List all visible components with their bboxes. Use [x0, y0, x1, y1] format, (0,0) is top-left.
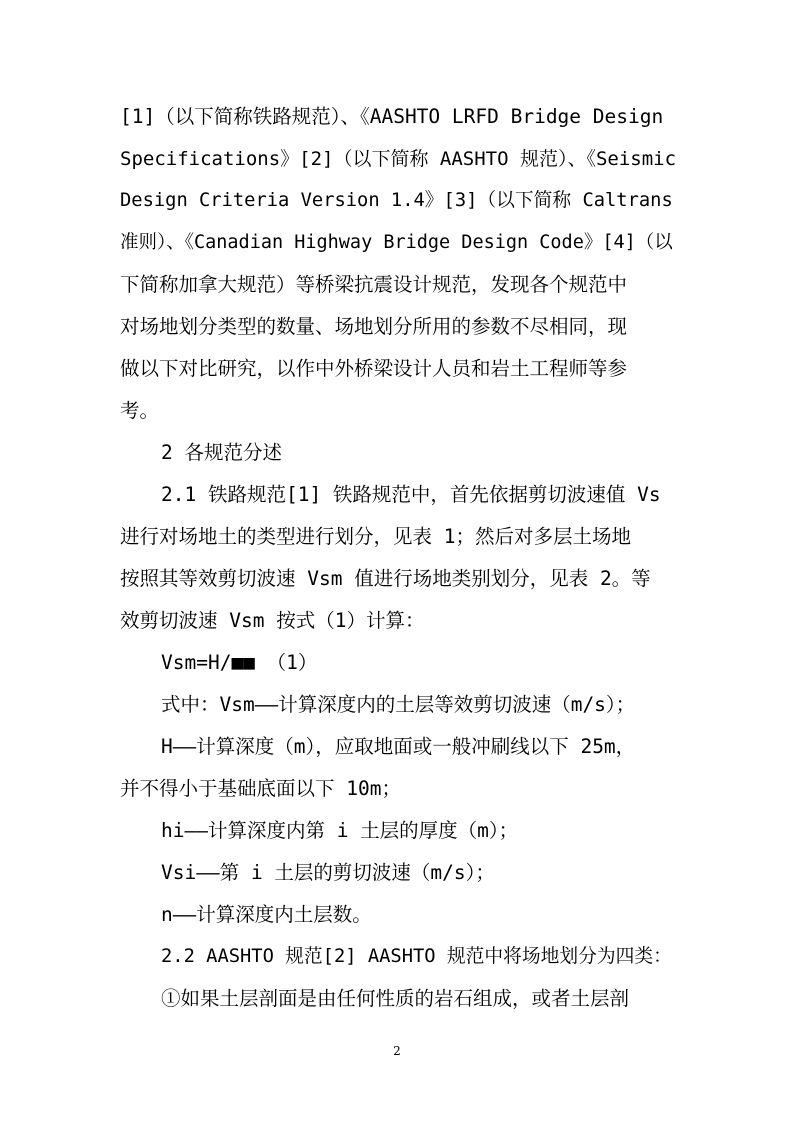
text-line: 做以下对比研究，以作中外桥梁设计人员和岩土工程师等参 — [120, 357, 628, 380]
text-line: 式中：Vsm——计算深度内的土层等效剪切波速（m/s）； — [161, 693, 636, 716]
text-line: 进行对场地土的类型进行划分，见表 1；然后对多层土场地 — [120, 525, 631, 548]
text-line: Vsi——第 i 土层的剪切波速（m/s）； — [161, 861, 495, 884]
text-line: 效剪切波速 Vsm 按式（1）计算： — [120, 609, 425, 632]
text-line: 考。 — [120, 399, 160, 422]
text-line: ①如果土层剖面是由任何性质的岩石组成，或者土层剖 — [161, 987, 630, 1010]
text-line: Design Criteria Version 1.4》[3]（以下简称 Caltrans — [120, 190, 673, 211]
formula-line: Vsm=H/■■ （1） — [161, 651, 318, 674]
text-line: Specifications》[2]（以下简称 AASHTO 规范）、《Seismic — [120, 148, 677, 170]
text-line: 准则）、《Canadian Highway Bridge Design Code》[4]（以 — [120, 232, 673, 253]
page-number: 2 — [393, 1044, 401, 1058]
text-line: 对场地划分类型的数量、场地划分所用的参数不尽相同，现 — [120, 315, 628, 338]
subsection-heading: 2.1 铁路规范[1] 铁路规范中，首先依据剪切波速值 Vs — [161, 483, 661, 506]
text-line: 并不得小于基础底面以下 10m； — [120, 777, 401, 800]
text-line: 下简称加拿大规范）等桥梁抗震设计规范，发现各个规范中 — [120, 273, 628, 296]
text-line: n——计算深度内土层数。 — [161, 903, 372, 926]
text-line: H——计算深度（m），应取地面或一般冲刷线以下 25m， — [161, 735, 636, 758]
subsection-heading: 2.2 AASHTO 规范[2] AASHTO 规范中将场地划分为四类： — [161, 946, 672, 967]
text-line: [1]（以下简称铁路规范）、《AASHTO LRFD Bridge Design — [120, 105, 664, 128]
text-line: hi——计算深度内第 i 土层的厚度（m）； — [161, 819, 519, 842]
text-line: 按照其等效剪切波速 Vsm 值进行场地类别划分，见表 2。等 — [120, 567, 651, 590]
section-heading: 2 各规范分述 — [161, 441, 282, 464]
